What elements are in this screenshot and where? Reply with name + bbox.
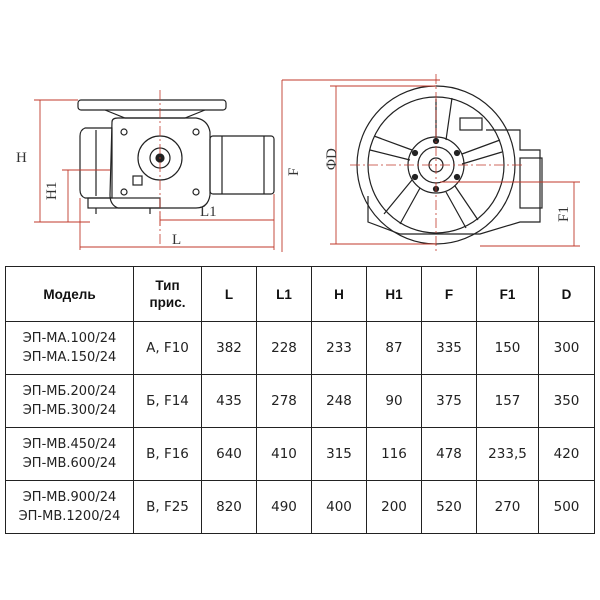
cell-type: Б, F14	[134, 375, 202, 428]
cell-h: 248	[312, 375, 367, 428]
dim-label-l: L	[172, 232, 182, 248]
front-spoke	[370, 136, 412, 160]
cell-f1: 157	[477, 375, 539, 428]
table-row	[6, 481, 595, 534]
cell-f: 478	[422, 428, 477, 481]
cell-h: 400	[312, 481, 367, 534]
cell-h1: 87	[367, 322, 422, 375]
cell-l: 435	[202, 375, 257, 428]
header-model	[6, 267, 134, 322]
cell-model	[6, 375, 134, 428]
table-header-row	[6, 267, 595, 322]
header-label: H1	[385, 286, 403, 302]
table-row	[6, 322, 595, 375]
model-name: ЭП-МВ.900/24	[22, 490, 117, 505]
cell-l: 640	[202, 428, 257, 481]
front-motor-cap	[520, 158, 542, 208]
cell-model	[6, 428, 134, 481]
header-label: D	[561, 286, 572, 302]
side-bolt	[121, 189, 127, 195]
cell-h1: 116	[367, 428, 422, 481]
header-label: L1	[276, 286, 292, 302]
cell-d: 350	[539, 375, 595, 428]
header-label: Модель	[43, 286, 96, 302]
cell-f1: 233,5	[477, 428, 539, 481]
cell-f: 520	[422, 481, 477, 534]
side-bolt	[193, 129, 199, 135]
cell-d: 300	[539, 322, 595, 375]
front-spoke	[462, 140, 502, 164]
dim-label-d: ΦD	[324, 148, 340, 170]
cell-h: 315	[312, 428, 367, 481]
cell-type: В, F16	[134, 428, 202, 481]
cell-d: 500	[539, 481, 595, 534]
cell-l: 820	[202, 481, 257, 534]
model-name: ЭП-МВ.600/24	[22, 456, 117, 471]
table-body	[6, 322, 595, 534]
side-cable-gland	[133, 176, 142, 185]
table-row	[6, 428, 595, 481]
model-name: ЭП-МБ.200/24	[22, 384, 117, 399]
technical-drawing	[0, 0, 600, 262]
cell-type: А, F10	[134, 322, 202, 375]
cell-f1: 150	[477, 322, 539, 375]
header-label: прис.	[149, 295, 186, 310]
cell-l1: 410	[257, 428, 312, 481]
side-base	[88, 198, 160, 208]
dim-label-h1: H1	[44, 181, 60, 200]
front-hub-bolt	[413, 175, 418, 180]
front-spoke	[384, 180, 420, 224]
header-label: F1	[499, 286, 516, 302]
side-wheel-hub	[105, 110, 205, 118]
front-view	[350, 74, 542, 254]
cell-l1: 228	[257, 322, 312, 375]
cell-f: 335	[422, 322, 477, 375]
cell-l1: 490	[257, 481, 312, 534]
header-l1	[257, 267, 312, 322]
cell-model	[6, 481, 134, 534]
cell-l: 382	[202, 322, 257, 375]
cell-l1: 278	[257, 375, 312, 428]
side-bolt	[193, 189, 199, 195]
header-label: F	[444, 286, 454, 302]
header-f	[422, 267, 477, 322]
front-hub-bolt	[455, 175, 460, 180]
dim-label-h: H	[16, 150, 27, 166]
cell-h: 233	[312, 322, 367, 375]
header-f1	[477, 267, 539, 322]
header-h1	[367, 267, 422, 322]
cell-h1: 200	[367, 481, 422, 534]
front-spoke	[436, 98, 452, 140]
side-view	[78, 90, 274, 245]
cell-type: В, F25	[134, 481, 202, 534]
header-type	[134, 267, 202, 322]
cell-h1: 90	[367, 375, 422, 428]
header-label: L	[224, 286, 234, 302]
dim-label-l1: L1	[200, 204, 217, 220]
cell-f1: 270	[477, 481, 539, 534]
side-bolt	[121, 129, 127, 135]
header-l	[202, 267, 257, 322]
model-name: ЭП-МВ.450/24	[22, 437, 117, 452]
model-name: ЭП-МВ.1200/24	[18, 509, 121, 524]
dim-label-f: F	[286, 167, 302, 176]
front-top-tab	[460, 118, 482, 130]
side-handwheel	[78, 100, 226, 110]
header-h	[312, 267, 367, 322]
table-row	[6, 375, 595, 428]
cell-d: 420	[539, 428, 595, 481]
model-name: ЭП-МА.100/24	[22, 331, 117, 346]
model-name: ЭП-МБ.300/24	[22, 403, 117, 418]
front-hub-bolt	[413, 151, 418, 156]
header-label: H	[334, 286, 344, 302]
model-name: ЭП-МА.150/24	[22, 350, 117, 365]
front-hub-bolt	[455, 151, 460, 156]
cell-f: 375	[422, 375, 477, 428]
dim-label-f1: F1	[556, 206, 572, 222]
cell-model	[6, 322, 134, 375]
spec-table	[5, 266, 595, 534]
header-label: Тип	[155, 278, 180, 293]
header-d	[539, 267, 595, 322]
